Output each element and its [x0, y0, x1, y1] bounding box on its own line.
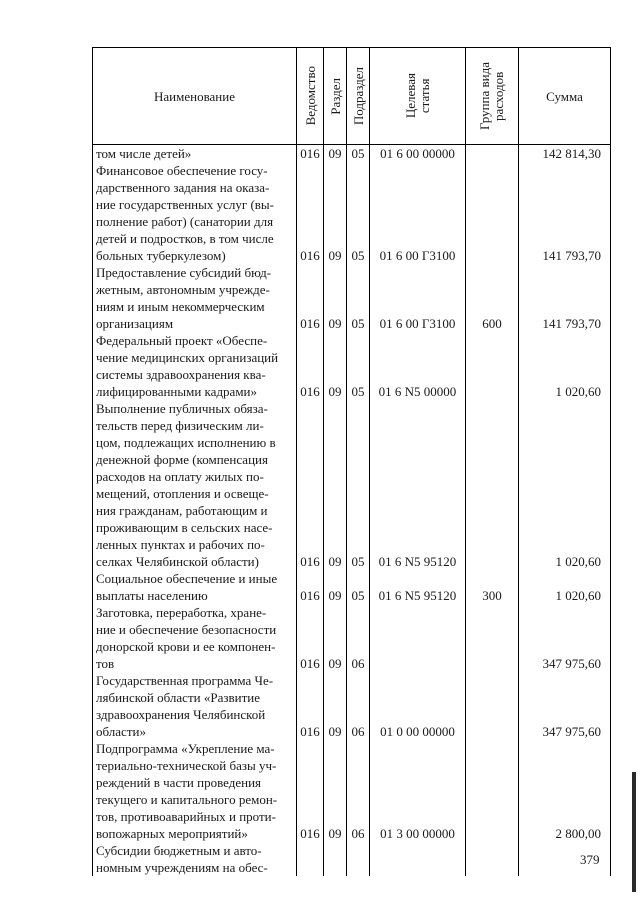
row-name: Финансовое обеспечение госу- дарственного задания на оказа- ние государственных услуг (вы- полнение работ) (санатории для детей и подростков, в том числе больных туберкулезом): [93, 162, 297, 264]
row-razdel: 09: [324, 264, 347, 332]
row-podrazdel: 06: [347, 604, 370, 672]
header-ved: Ведомство: [297, 48, 324, 145]
row-razdel: 09: [324, 162, 347, 264]
row-name: Заготовка, переработка, хране- ние и обеспечение безопасности донорской крови и ее компонен- тов: [93, 604, 297, 672]
row-gruppa: [466, 672, 519, 740]
row-razdel: 09: [324, 332, 347, 400]
row-name: Социальное обеспечение и иные выплаты населению: [93, 570, 297, 604]
header-podrazdel: Подраздел: [347, 48, 370, 145]
row-gruppa: 600: [466, 264, 519, 332]
row-ved: 016: [297, 604, 324, 672]
table-row: [93, 604, 611, 672]
header-summa: Сумма: [519, 48, 611, 145]
table-header: [93, 48, 611, 145]
row-name: том числе детей»: [93, 145, 297, 163]
row-name: Подпрограмма «Укрепление ма- териально-технической базы уч- реждений в части проведения текущего и капитального ремон- тов, противоаварийных и проти- вопожарных мероприятий»: [93, 740, 297, 842]
row-podrazdel: 05: [347, 332, 370, 400]
row-gruppa: [466, 400, 519, 570]
row-gruppa: [466, 145, 519, 163]
row-name: Государственная программа Че- лябинской области «Развитие здравоохранения Челябинской области»: [93, 672, 297, 740]
row-sum: 347 975,60: [519, 672, 611, 740]
row-ved: 016: [297, 332, 324, 400]
row-name: Предоставление субсидий бюд- жетным, автономным учрежде- ниям и иным некоммерческим организациям: [93, 264, 297, 332]
table-row: [93, 145, 611, 163]
row-name: Федеральный проект «Обеспе- чение медицинских организаций системы здравоохранения ква- лифицированными кадрами»: [93, 332, 297, 400]
row-razdel: 09: [324, 145, 347, 163]
row-podrazdel: 05: [347, 145, 370, 163]
row-podrazdel: 06: [347, 740, 370, 842]
row-podrazdel: 05: [347, 162, 370, 264]
row-tselevaya: 01 6 N5 95120: [370, 400, 466, 570]
row-tselevaya: 01 6 N5 95120: [370, 570, 466, 604]
row-gruppa: [466, 162, 519, 264]
row-tselevaya: [370, 604, 466, 672]
row-name: Выполнение публичных обяза- тельств перед физическим ли- цом, подлежащих исполнению в денежной форме (компенсация расходов на оплату жилых по- мещений, отопления и освеще- ния гражданам, работающим и проживающим в сельских насе- ленных пунктах и рабочих по- селках Челябинской области): [93, 400, 297, 570]
row-podrazdel: 06: [347, 672, 370, 740]
row-sum: 142 814,30: [519, 145, 611, 163]
table-row: [93, 672, 611, 740]
row-ved: 016: [297, 672, 324, 740]
table-row: [93, 162, 611, 264]
row-gruppa: [466, 842, 519, 876]
row-ved: 016: [297, 145, 324, 163]
row-ved: 016: [297, 570, 324, 604]
row-razdel: 09: [324, 672, 347, 740]
header-name: Наименование: [93, 48, 297, 145]
row-tselevaya: [370, 842, 466, 876]
page-number: 379: [580, 852, 600, 867]
row-tselevaya: 01 6 00 00000: [370, 145, 466, 163]
row-sum: 141 793,70: [519, 162, 611, 264]
row-tselevaya: 01 6 00 Г3100: [370, 162, 466, 264]
row-ved: 016: [297, 162, 324, 264]
row-name: Субсидии бюджетным и авто- номным учреждениям на обес-: [93, 842, 297, 876]
row-razdel: 09: [324, 570, 347, 604]
row-sum: 141 793,70: [519, 264, 611, 332]
row-gruppa: [466, 604, 519, 672]
row-ved: [297, 842, 324, 876]
row-tselevaya: 01 6 00 Г3100: [370, 264, 466, 332]
table-row: [93, 570, 611, 604]
table-row: [93, 740, 611, 842]
row-razdel: 09: [324, 740, 347, 842]
row-ved: 016: [297, 400, 324, 570]
row-sum: 1 020,60: [519, 570, 611, 604]
row-sum: 347 975,60: [519, 604, 611, 672]
row-ved: 016: [297, 264, 324, 332]
table-row: [93, 400, 611, 570]
row-sum: 1 020,60: [519, 332, 611, 400]
scan-edge-mark: [632, 772, 636, 892]
row-razdel: 09: [324, 400, 347, 570]
row-podrazdel: 05: [347, 570, 370, 604]
row-gruppa: [466, 740, 519, 842]
row-tselevaya: 01 3 00 00000: [370, 740, 466, 842]
row-podrazdel: 05: [347, 264, 370, 332]
budget-table: [92, 47, 611, 876]
row-gruppa: [466, 332, 519, 400]
row-tselevaya: 01 0 00 00000: [370, 672, 466, 740]
header-gruppa: Группа вида расходов: [466, 48, 519, 145]
row-tselevaya: 01 6 N5 00000: [370, 332, 466, 400]
row-ved: 016: [297, 740, 324, 842]
header-tselevaya: Целевая статья: [370, 48, 466, 145]
header-razdel: Раздел: [324, 48, 347, 145]
row-gruppa: 300: [466, 570, 519, 604]
row-podrazdel: [347, 842, 370, 876]
row-razdel: 09: [324, 604, 347, 672]
table-row: [93, 842, 611, 876]
row-razdel: [324, 842, 347, 876]
table-row: [93, 264, 611, 332]
table-row: [93, 332, 611, 400]
row-podrazdel: 05: [347, 400, 370, 570]
row-sum: 1 020,60: [519, 400, 611, 570]
row-sum: 2 800,00: [519, 740, 611, 842]
